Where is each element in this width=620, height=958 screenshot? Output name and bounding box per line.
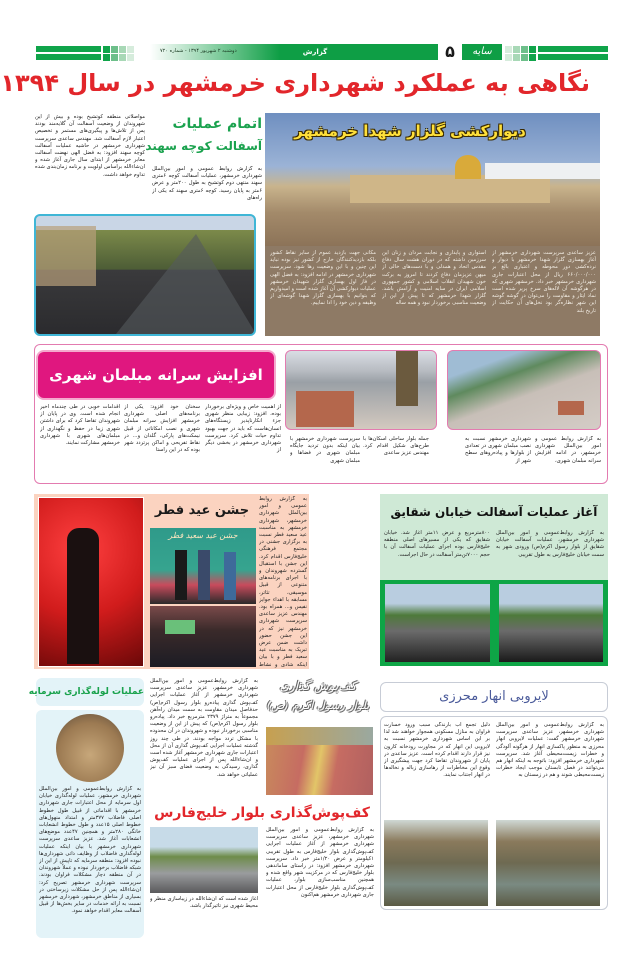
eid-body: به گزارش روابط عمومی و امور بین‌الملل شهرداری خرمشهر، شهرداری خرمشهر به مناسبت عید سعید فطر نسبت به برگزاری جشنی در مجتمع فرهنگی خلیج‌فارس اقدام کرد. این جشن با استقبال گسترده شهروندان و با اجرای برنامه‌های متنوعی از قبیل موسیقی، تئاتر، مسابقه با اهداء جوایز نفیس و... همراه بود. مهندس عزیز ساعدی سرپرست شهرداری خرمشهر نیز که در این جشن حضور داشت ضمن عرض تبریک به مناسبت عید سعید فطر و با بیان اینکه شادی و نشاط (259, 496, 307, 668)
furniture-photo-bench (447, 350, 601, 430)
furniture-title: افزایش سرانه مبلمان شهری (49, 366, 263, 384)
khalij-col2: آغاز شده است که ان‌شاءالله در زیباسازی منظر و محیط شهری نیز تاثیرگذار باشد. (150, 896, 258, 910)
khalij-photo (150, 827, 258, 893)
furniture-col5: از اهمیت خاص و ویژه‌ای برخوردار بوده، افزود: زیبایی منظر شهری جزء انکارناپذیر زیستگاه‌های انسان‌هاست که باید در جهت بهبود تداوم حیات تلاش کرد. سرپرست شهرداری خرمشهر در بخشی دیگر از (205, 404, 281, 454)
header-square (103, 46, 110, 53)
main-headline: نگاهی به عملکرد شهرداری خرمشهر در سال ۱۳۹۴ (0, 69, 590, 97)
header-square (505, 54, 512, 61)
anhar-col2: دلیل تجمع آب بارندگی سبب ورود خسارت فراوان به منازل مسکونی همجوار خواهند شد لذا بر این اساس شهرداری خرمشهر نسبت به لایروبی این انهار که در مجاورت رودخانه کارون نیز قرار دارند اقدام کرده است. عزیز ساعدی در پایان از شهروندان تقاضا کرد جهت پیشگیری از وقوع این مخاطرات از رهاسازی زباله و نخاله‌ها در انهار اجتناب نمایند. (384, 722, 490, 779)
sahand-photo (34, 214, 256, 336)
shaghayegh-col2: ۸۰۰مترمربع و عرض ۱۱متر آغاز شد. خیابان شقایق که یکی از مسیرهای اصلی منطقه خلیج‌فارس بوده اجرای عملیات آسفالت آن با حجم ۷۰۰۰تن‌متر آسفالت در حال اجراست. (384, 530, 490, 558)
rasool-photo (266, 727, 373, 795)
header-square (521, 54, 528, 61)
khalij-col1: به گزارش روابط‌عمومی و امور بین‌الملل شهرداری خرمشهر، عزیز ساعدی سرپرست شهرداری خرمشهر از آغاز عملیات اجرایی کف‌پوش‌گذاری بلوار خلیج‌فارس به طول تقریبی ۱کیلومتر و عرض ۱/۲۰متر خبر داد. سرپرست شهرداری خرمشهر افزود: در راستای ساماندهی بلوار خلیج‌فارس که در مرکزیت شهر واقع شده و همچنین مناسب‌سازی بلوار، عملیات کف‌پوش‌گذاری بلوار خلیج‌فارس از محل اعتبارات جاری شهرداری خرمشهر هم‌اکنون (266, 827, 374, 898)
header-square (127, 54, 134, 61)
golzar-title: دیوارکشی گلزار شهدا خرمشهر (294, 122, 526, 140)
eid-title: جشن عید فطر (154, 503, 250, 518)
rasool-body: به گزارش روابط‌عمومی و امور بین‌الملل شهرداری خرمشهر، عزیز ساعدی سرپرست شهرداری خرمشهر از آغاز عملیات اجرایی کف‌پوش گذاری پیاده‌رو بلوار رسول اکرم(ص) حدفاصل میدان مقاومت به سمت میدان راه‌آهن مجموعاً به متراژ ۲۳۷۹ مترمربع خبر داد. پیاده‌رو بلوار رسول اکرم(ص) که پیش از این از وضعیت مناسبی برخوردار نبوده و شهروندان در آن محدوده با مشکل تردد مواجه بودند. در طی چند روز گذشته عملیات اجرایی کف‌پوش گذاری آن از محل اعتبارات جاری شهرداری خرمشهر آغاز شده است و ان‌شاءالله پس از اجرای عملیات کف‌پوش گذاری، رسیدگی به وضعیت فضای سبز آن نیز عملیاتی خواهد شد. (150, 678, 258, 778)
issue-date: دوشنبه ۲ شهریور ۱۳۹۴ - شماره ۷۲۰ (160, 48, 237, 54)
header-square (513, 46, 520, 53)
eid-stage-photo (150, 528, 256, 604)
anhar-photo-2 (496, 820, 600, 906)
eid-audience-photo (150, 606, 256, 667)
khalij-title: کف‌پوش‌گذاری بلوار خلیج‌فارس (154, 805, 370, 821)
header-square (505, 46, 512, 53)
sahand-col1: به گزارش روابط عمومی و امور بین‌الملل شهرداری خرمشهر، عملیات آسفالت کوچه ۶متری سهند منتهی دوم کوتشیخ به طول ۲۰۰متر و عرض ۶متر به پایان رسید. کوچه ۶متری سهند که یکی از راه‌های (152, 166, 262, 201)
header-bar-right-top (538, 46, 608, 52)
header-square (119, 54, 126, 61)
header-square (111, 46, 118, 53)
header-square (111, 54, 118, 61)
rasool-title-line2: بلوار رسول اکرم (ص) (266, 699, 370, 712)
shaghayegh-photo-1 (385, 584, 490, 662)
anhar-photo-1 (384, 820, 488, 906)
furniture-col1: به گزارش روابط عمومی و امور بین‌الملل شهرداری خرمشهر، در ادامه افزایش سرانه مبلمان شهری، (535, 436, 601, 464)
header-bar-right-bottom (538, 54, 608, 60)
furniture-col7: اقدامات خوبی در طی چندماه اخیر انجام شده است. وی در پایان از شهروندان تقاضا کرد که برای داشتن شهری زیبا در حفظ و نگهداری از مبلمان‌های شهری با شهرداری خرمشهر مشارکت نمایند. (40, 404, 120, 447)
pipe-photo (56, 714, 124, 782)
page-number: ۵ (440, 41, 460, 63)
sahand-title-line2: آسفالت کوچه سهند (145, 139, 262, 153)
header-square (513, 54, 520, 61)
furniture-col6: سخنان خود افزود: یکی از برنامه‌های اصلی شهرداری خرمشهر افزایش سرانه مبلمان شهری و نصب امکاناتی از قبیل نیمکت‌های پارکی، گلدان و... در نقاط تفریحی و اماکن پرتردد شهر بوده که در این راستا (124, 404, 200, 454)
golzar-col1: عزیز ساعدی سرپرست شهرداری خرمشهر از آغاز بهسازی گلزار شهدا خرمشهر با دیوار و نرده‌کشی دور محوطه و اعتباری بالغ بر ۶۶۰/۰۰۰/۰۰۰ ریال از محل اعتبارات جاری شهرداری خرمشهر خبر داد. خرمشهر شهری که در هرگوشه آن لاله‌های سرخ پرپر شده است نماد ایثار و مقاومت را می‌توان در گوشه گوشه این شهر نظاره‌گر بود نخل‌های آن حکایت از تاریخ بلند (492, 250, 596, 314)
furniture-col2: شهرداری خرمشهر نسبت به نصب مبلمان شهری در تعدادی از بلوارها و پیاده‌روهای سطح شهر از (465, 436, 531, 464)
shaghayegh-col1: به گزارش روابط‌عمومی و امور بین‌الملل شهرداری خرمشهر، عملیات آسفالت خیابان شقایق از بلوار رسول اکرم(ص) ورودی شهر به سمت خیابان خلیج‌فارس به طول تقریبی (496, 530, 604, 558)
pipe-body: به گزارش روابط‌عمومی و امور بین‌الملل شهرداری خرمشهر، عملیات لوله‌گذاری خیابان اول سرمایه از محل اعتبارات جاری شهرداری خرمشهر با اقداماتی از قبیل طول خطوط اصلی فاضلاب ۳۷۷متر و امتداد منهول‌های خطوط اصلی ۱۵عدد و طول خطوط انشعابات خانگی ۲۸۰متر و همچنین ۴۷عدد موضع‌های انشعابات آغاز شد. عزیز ساعدی سرپرست شهرداری خرمشهر با بیان اینکه عملیات لوله‌گذاری فاضلاب از وظایف ذاتی شهرداری‌ها نبوده افزود: منطقه سرمایه که تاپیش از این از شبکه فاضلاب برخوردار نبوده و عملاً شهروندان در آن منطقه دچار مشکلات فراوان بودند. سرپرست شهرداری خرمشهر تصریح کرد: ان‌شاءالله پس از حل مشکلات زیرساختی در بسیاری از مناطق خرمشهر، شهرداری خرمشهر نسبت به ارائه خدمات در سایر بخش‌ها از قبیل آسفالت معابر اقدام خواهد نمود. (39, 786, 141, 915)
header-square (529, 54, 536, 61)
furniture-col3: جمله بلوار ساحلی اسکان‌ها با طرح‌های شکیل اقدام کرد. مهندس عزیز ساعدی (363, 436, 429, 457)
shaghayegh-title: آغاز عملیات آسفالت خیابان شقایق (390, 505, 598, 519)
furniture-photo-planter (285, 350, 437, 430)
sahand-col2: مواصلاتی منطقه کوتشیخ بوده و بیش از این شهروندان از وضعیت آسفالت آن گلایه‌مند بودند پس از تلاش‌ها و پیگیری‌های مستمر و تخصیص اعتبار لازم آسفالت شد. مهندس ساعدی سرپرست شهرداری خرمشهر در حاشیه عملیات آسفالت کوچه سهند افزود: به فضل الهی نهضت آسفالت معابر خرمشهر از ابتدای سال جاری آغاز شده و ان‌شاء‌الله براساس اولویت و برنامه زمان‌بندی شده تداوم خواهد داشت. (35, 114, 145, 178)
header-square (529, 46, 536, 53)
rasool-title-line1: کف‌پوش گذاری (279, 679, 357, 693)
anhar-title: لایروبی انهار محرزی (439, 689, 549, 704)
golzar-col2: استواری و پایداری و نجابت مردان و زنان این سرزمین داشته که در دوران هشت سال دفاع مقدس اتحاد و همدلی و با دست‌های خالی از میهن عزیزمان دفاع کردند تا امروز به برکت خون شهیدان انقلاب اسلامی و کشور جمهوری اسلامی ایران در سایه امنیت و آرامش باشد. گلزار شهدا خرمشهر که تا پیش از این از وضعیت مناسبی برخوردار نبود و همه ساله (382, 250, 486, 307)
eid-banner-text: جشن عید سعید فطر (168, 531, 238, 540)
pipe-title: عملیات لوله‌گذاری سرمایه (28, 687, 144, 697)
shaghayegh-photo-2 (499, 584, 603, 662)
header-square (127, 46, 134, 53)
sahand-title-line1: اتمام عملیات (172, 116, 262, 132)
anhar-col1: به گزارش روابط‌عمومی و امور بین‌الملل شهرداری خرمشهر، عزیز ساعدی سرپرست شهرداری خرمشهر گفت: عملیات لایروبی انهار محرزی به منظور پاکسازی انهار از هرگونه آلودگی و خطرات زیست‌محیطی آغاز شد. سرپرست شهرداری خرمشهر افزود: باتوجه به اینکه انهار هم می‌توانند در فصل تابستان موجب ایجاد خطرات زیست‌محیطی شوند و هم در زمستان به (496, 722, 604, 779)
header-bar-left-top (36, 46, 101, 52)
eid-singer-photo (38, 497, 144, 667)
header-square (103, 54, 110, 61)
furniture-col4: سرپرست شهرداری خرمشهر با بیان اینکه بدون تردید جایگاه مبلمان شهری در فضاها و مبلمان شهری (290, 436, 360, 464)
newspaper-logo: سایه (462, 44, 502, 60)
section-label: گزارش (302, 48, 328, 56)
header-square (521, 46, 528, 53)
golzar-col3: مکانی جهت بازدید عموم از سایر نقاط کشور بلکه بازدیدکنندگان خارج از کشور نیز بوده نباید این چنین و با این وضعیت رها شود. سرپرست شهرداری خرمشهر در ادامه افزود: به فضل الهی در فاز اول بهسازی گلزار شهیدان خرمشهر عملیات دیوارکشی آن آغاز شده است و امیدواریم که بتوانیم با بهسازی گلزار شهدا گوشه‌ای از وظیفه و دین خود را ادا نماییم. (270, 250, 376, 307)
header-square (119, 46, 126, 53)
header-bar-left-bottom (36, 54, 101, 60)
